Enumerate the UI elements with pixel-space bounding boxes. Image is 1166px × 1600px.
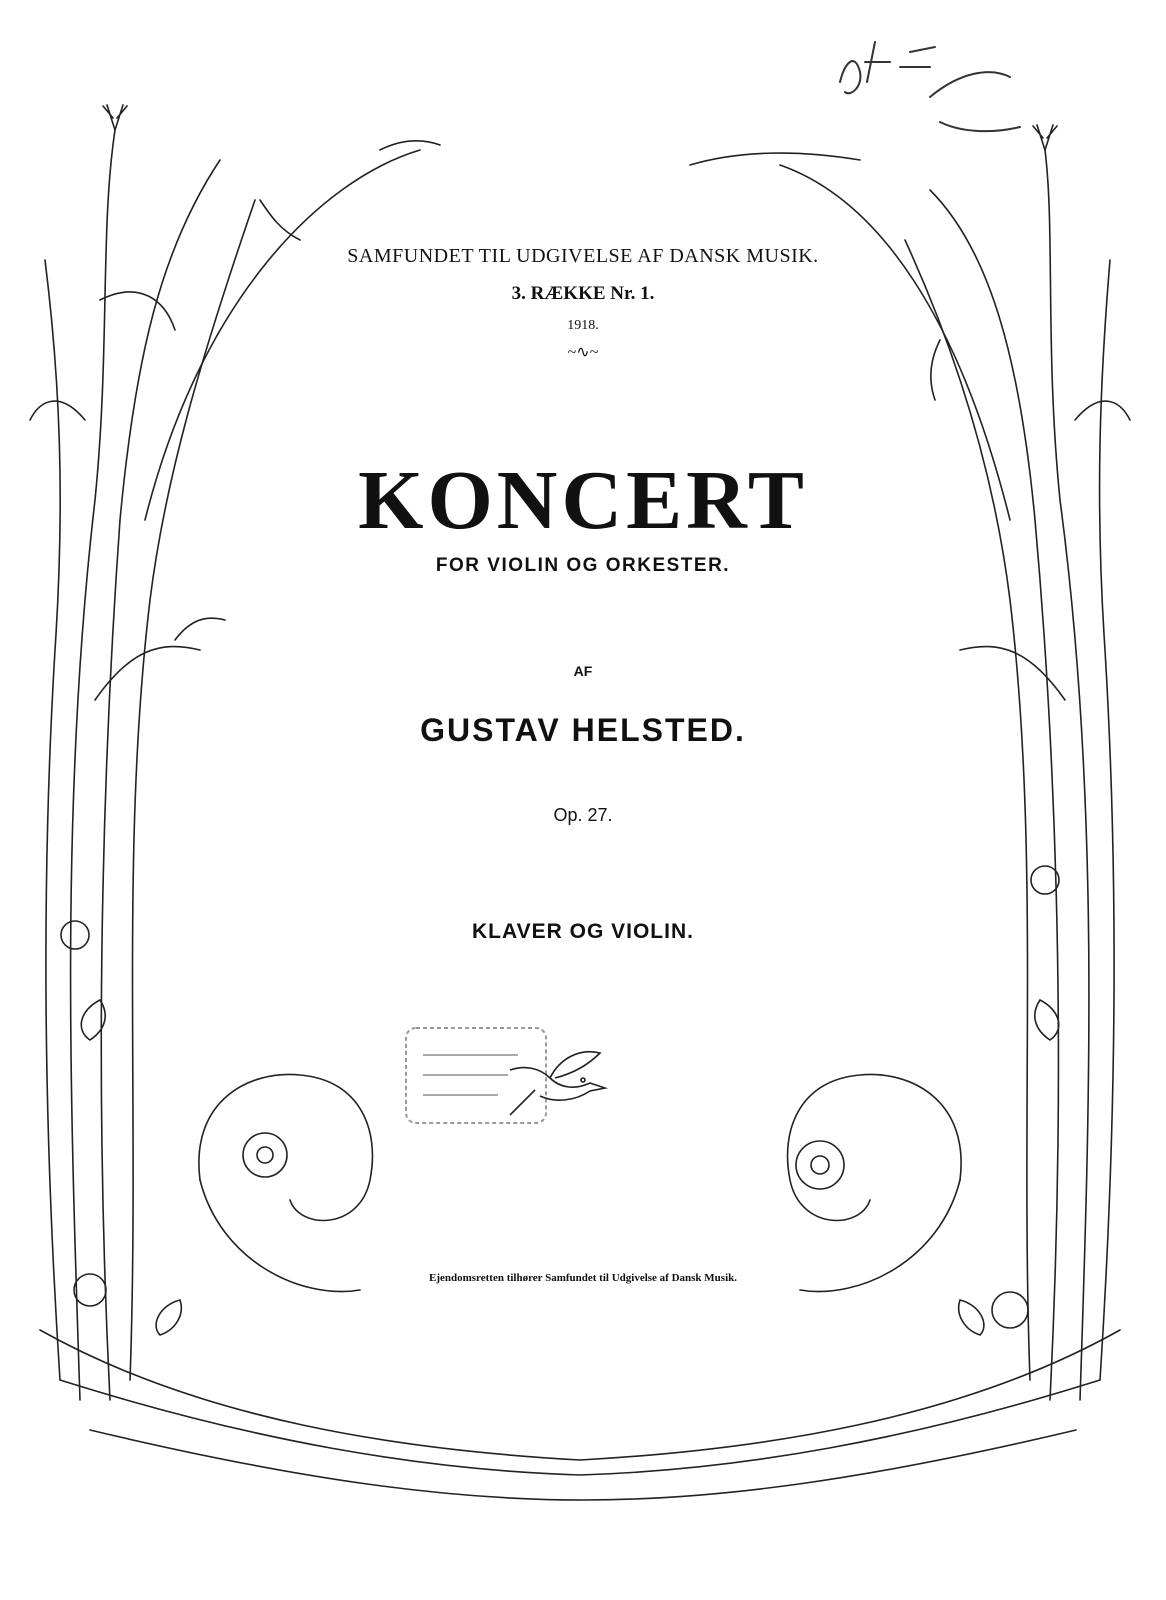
- society-name: SAMFUNDET TIL UDGIVELSE AF DANSK MUSIK.: [347, 245, 819, 267]
- copyright-notice: Ejendomsretten tilhører Samfundet til Udgivelse af Dansk Musik.: [428, 1272, 737, 1284]
- by-label: AF: [573, 663, 593, 679]
- handwritten-note-mark: [820, 22, 1050, 152]
- composer-name: GUSTAV HELSTED.: [420, 712, 746, 748]
- opus-number: Op. 27.: [553, 805, 613, 825]
- subtitle: FOR VIOLIN OG ORKESTER.: [435, 555, 731, 576]
- publication-year: 1918.: [567, 318, 599, 333]
- bird-ornament-icon: [495, 1045, 615, 1120]
- page-title: KONCERT: [358, 454, 808, 547]
- series-number: 3. RÆKKE Nr. 1.: [511, 283, 655, 304]
- squiggle-divider-icon: ~∿~: [567, 344, 599, 361]
- edition-label: KLAVER OG VIOLIN.: [472, 920, 694, 943]
